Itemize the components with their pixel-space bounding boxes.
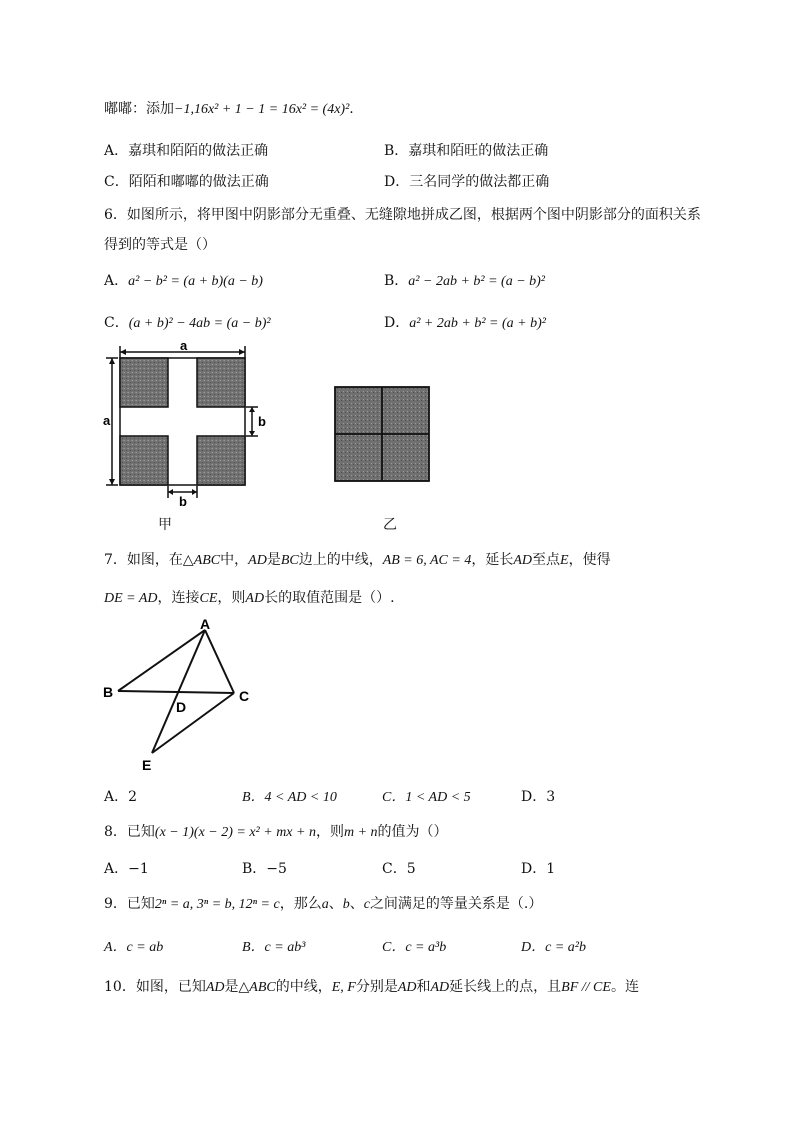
q8-text-3: 的值为（） [377, 824, 448, 840]
q6-option-c-math: (a + b)² − 4ab = (a − b)² [128, 316, 271, 331]
q7-text-4: 边上的中线， [298, 552, 383, 568]
q8-text-2: ，则 [315, 824, 344, 840]
q8-option-c[interactable]: C．5 [382, 861, 416, 877]
q7-math-ad: AD [248, 553, 267, 568]
q6-jia-corner-tl [120, 358, 168, 407]
q9-text-5: 之间满足的等量关系是（.） [369, 896, 543, 912]
q6-dim-b-right: b [258, 414, 266, 429]
q9-option-d[interactable]: D．c = a²b [521, 940, 586, 955]
q6-figure-yi [330, 382, 432, 484]
q6-option-a[interactable] [104, 270, 263, 290]
q7-text-2: 中， [220, 552, 249, 568]
q7-math-bc: BC [280, 553, 299, 568]
q6-option-b[interactable] [384, 270, 545, 290]
q9-text-2: ，那么 [279, 896, 322, 912]
q6-jia-corner-tr [197, 358, 245, 407]
q10-math-ad2: AD [397, 980, 417, 995]
q5-tail-line [104, 98, 354, 118]
q7-figure-triangle [100, 615, 260, 775]
q7-math-ce: CE [199, 591, 218, 606]
q8-stem [104, 821, 448, 841]
q7-stem-line2 [104, 587, 395, 607]
q7-option-b[interactable]: B．4 < AD < 10 [242, 790, 337, 805]
q6-dim-a-left: a [103, 413, 111, 428]
q9-text-3: 、 [328, 896, 343, 912]
q6-jia-corner-bl [120, 436, 168, 485]
q8-option-d[interactable]: D．1 [521, 861, 556, 877]
q9-text-1: 9．已知 [104, 896, 155, 912]
q6-dim-a-top: a [180, 340, 188, 353]
q9-math-c: c [363, 897, 370, 912]
q7-text-3: 是 [266, 552, 281, 568]
q6-option-d[interactable] [384, 312, 546, 332]
q5-option-d[interactable]: D．三名同学的做法都正确 [384, 174, 550, 190]
q6-option-c[interactable] [104, 312, 271, 332]
q5-tail-math: −1,16x² + 1 − 1 = 16x² = (4x)² [174, 102, 350, 117]
q10-text-7: 。连 [610, 979, 639, 995]
q7-math-e: E [560, 553, 569, 568]
q6-stem-line1: 6．如图所示，将甲图中阴影部分无重叠、无缝隙地拼成乙图，根据两个图中阴影部分的面积关系 [104, 207, 701, 223]
q7-text-8: ，连接 [157, 590, 200, 606]
q7-point-c: C [239, 688, 250, 704]
q6-jia-corner-br [197, 436, 245, 485]
q7-math-lengths: AB = 6, AC = 4 [382, 553, 472, 568]
q9-option-a[interactable]: A．c = ab [104, 940, 164, 955]
q6-option-b-math: a² − 2ab + b² = (a − b)² [408, 274, 546, 289]
q10-stem [104, 976, 639, 996]
q10-math-triangle: △ABC [238, 980, 276, 995]
q6-option-c-label: C． [104, 315, 129, 331]
q6-option-d-label: D． [384, 315, 410, 331]
q7-option-c[interactable]: C．1 < AD < 5 [382, 790, 471, 805]
q5-tail-suffix: . [349, 101, 354, 117]
q7-option-d[interactable]: D．3 [521, 789, 556, 805]
q6-option-a-label: A． [104, 273, 129, 289]
q10-text-5: 和 [416, 979, 431, 995]
q10-math-ad3: AD [430, 980, 450, 995]
q10-text-3: 的中线， [275, 979, 332, 995]
q10-math-ad: AD [205, 980, 225, 995]
q5-tail-prefix: 嘟嘟：添加 [104, 101, 174, 117]
q7-math-ad2: AD [513, 553, 533, 568]
q7-text-1: 7．如图，在 [104, 552, 183, 568]
q6-option-b-label: B． [384, 273, 409, 289]
q7-point-e: E [142, 757, 152, 773]
q9-text-4: 、 [349, 896, 364, 912]
q7-math-triangle: △ABC [182, 553, 221, 568]
q7-point-d: D [176, 699, 187, 715]
q7-point-b: B [103, 684, 114, 700]
q7-text-5: ，延长 [471, 552, 514, 568]
q5-option-a[interactable]: A．嘉琪和陌陌的做法正确 [104, 143, 269, 159]
q7-text-9: ，则 [217, 590, 246, 606]
q6-option-a-math: a² − b² = (a + b)(a − b) [128, 274, 263, 289]
q7-math-de-ad: DE = AD [104, 591, 158, 606]
q10-text-1: 10．如图，已知 [104, 979, 206, 995]
q9-math-b: b [342, 897, 350, 912]
q6-caption-yi: 乙 [383, 517, 397, 533]
q5-option-b[interactable]: B．嘉琪和陌旺的做法正确 [384, 143, 549, 159]
q9-option-c[interactable]: C．c = a³b [382, 940, 447, 955]
q7-option-a[interactable]: A．2 [104, 789, 138, 805]
q8-option-b[interactable]: B．−5 [242, 861, 287, 877]
q10-text-2: 是 [224, 979, 239, 995]
q7-point-a: A [200, 616, 211, 632]
q10-math-ef: E, F [331, 980, 356, 995]
q6-stem-line2: 得到的等式是（） [104, 237, 216, 253]
q9-math: 2ⁿ = a, 3ⁿ = b, 12ⁿ = c [154, 897, 280, 912]
q6-dim-b-bottom: b [179, 494, 187, 509]
q8-option-a[interactable]: A．−1 [104, 861, 149, 877]
q8-text-1: 8．已知 [104, 824, 155, 840]
q9-math-a: a [321, 897, 329, 912]
q8-math-mn: m + n [343, 825, 378, 840]
q6-caption-jia: 甲 [158, 517, 172, 533]
q7-text-7: ，使得 [568, 552, 611, 568]
q10-math-parallel: BF // CE [561, 980, 611, 995]
q10-text-6: 延长线上的点，且 [449, 979, 562, 995]
q9-option-b[interactable]: B．c = ab³ [242, 940, 306, 955]
q9-stem [104, 893, 542, 913]
q10-text-4: 分别是 [355, 979, 398, 995]
q5-option-c[interactable]: C．陌陌和嘟嘟的做法正确 [104, 174, 269, 190]
q7-text-6: 至点 [532, 552, 561, 568]
q8-math: (x − 1)(x − 2) = x² + mx + n [154, 825, 316, 840]
q6-option-d-math: a² + 2ab + b² = (a + b)² [409, 316, 546, 331]
q7-math-ad3: AD [245, 591, 265, 606]
q7-stem-line1 [104, 549, 611, 569]
q6-figure-jia [100, 340, 270, 510]
q7-text-10: 长的取值范围是（）. [264, 590, 395, 606]
